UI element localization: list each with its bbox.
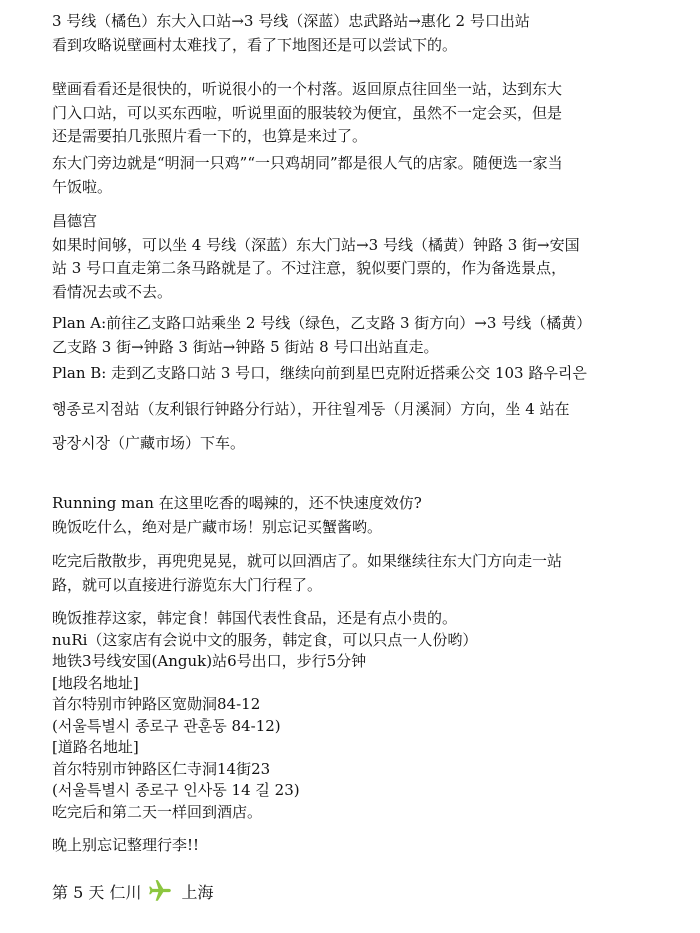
- paragraph-dinner-recommendation: [52, 608, 652, 823]
- text-line: 东大门旁边就是“明洞一只鸡”“一只鸡胡同”都是很人气的店家。随便选一家当: [52, 154, 563, 172]
- paragraph-changdeokgung: [52, 210, 652, 304]
- text-line: 晚上别忘记整理行李!!: [52, 836, 200, 854]
- text-line: 看情况去或不去。: [52, 282, 173, 301]
- day-heading-origin: 第 5 天 仁川: [52, 882, 142, 902]
- text-line: 晚饭吃什么，绝对是广藏市场！别忘记买蟹酱哟。: [52, 517, 383, 536]
- text-line: 광장시장（广藏市场）下车。: [52, 434, 245, 452]
- airplane-icon-shape: [150, 880, 172, 901]
- day-heading-destination: 上海: [181, 882, 214, 902]
- paragraph-plan-b-1: [52, 362, 652, 386]
- address-lot-korean: (서울특별시 종로구 관훈동 84-12): [52, 716, 281, 735]
- paragraph-mural-village: [52, 78, 652, 149]
- paragraph-dongdaemun-lunch: [52, 152, 652, 199]
- paragraph-plan-b-2: [52, 398, 652, 422]
- paragraph-after-dinner: [52, 550, 652, 597]
- paragraph-route-intro: [52, 10, 652, 57]
- text-line: 晚饭推荐这家，韩定食！韩国代表性食品，还是有点小贵的。: [52, 609, 458, 627]
- text-line: Plan B: 走到乙支路口站 3 号口，继续向前到星巴克附近搭乘公交 103 路우리은: [52, 364, 587, 382]
- paragraph-packing-reminder: [52, 834, 652, 858]
- address-road-korean: (서울특별시 종로구 인사동 14 길 23): [52, 781, 300, 799]
- text-line: 还是需要拍几张照片看一下的，也算是来过了。: [52, 127, 368, 145]
- text-line: 吃完后散散步，再兜兜晃晃，就可以回酒店了。如果继续往东大门方向走一站: [52, 552, 563, 570]
- text-line: 乙支路 3 街→钟路 3 街站→钟路 5 街站 8 号口出站直走。: [52, 337, 439, 356]
- text-line: Running man 在这里吃香的喝辣的，还不快速度效仿?: [52, 494, 422, 512]
- text-line: 门入口站，可以买东西啦，听说里面的服装较为便宜，虽然不一定会买，但是: [52, 103, 563, 122]
- paragraph-plan-a: [52, 312, 652, 359]
- paragraph-plan-b-3: [52, 432, 652, 456]
- paragraph-running-man: [52, 492, 652, 539]
- address-label-lot: [地段名地址]: [52, 673, 139, 692]
- text-line: 午饭啦。: [52, 177, 113, 196]
- restaurant-name: nuRi（这家店有会说中文的服务，韩定食，可以只点一人份哟）: [52, 630, 478, 649]
- text-line: 站 3 号口直走第二条马路就是了。不过注意，貌似要门票的，作为备选景点，: [52, 259, 567, 277]
- text-line: 如果时间够，可以坐 4 号线（深蓝）东大门站→3 号线（橘黄）钟路 3 街→安国: [52, 235, 580, 254]
- text-line: Plan A:前往乙支路口站乘坐 2 号线（绿色，乙支路 3 街方向）→3 号线（橘黄）: [52, 314, 592, 332]
- address-label-road: [道路名地址]: [52, 738, 139, 756]
- day-heading: [52, 876, 213, 906]
- text-line: 吃完后和第二天一样回到酒店。: [52, 802, 263, 821]
- text-line: 路，就可以直接进行游览东大门行程了。: [52, 575, 323, 594]
- airplane-icon: [147, 878, 173, 904]
- address-road-chinese: 首尔特别市钟路区仁寺洞14街23: [52, 759, 271, 778]
- text-line: 壁画看看还是很快的，听说很小的一个村落。返回原点往回坐一站，达到东大: [52, 80, 563, 98]
- section-title: 昌德宫: [52, 212, 98, 230]
- subway-directions: 地铁3号线安国(Anguk)站6号出口，步行5分钟: [52, 652, 367, 670]
- text-line: 看到攻略说壁画村太难找了，看了下地图还是可以尝试下的。: [52, 35, 458, 54]
- text-line: 행종로지점站（友利银行钟路分行站），开往월계동（月溪洞）方向，坐 4 站在: [52, 400, 570, 418]
- text-line: 3 号线（橘色）东大入口站→3 号线（深蓝）忠武路站→惠化 2 号口出站: [52, 12, 530, 30]
- address-lot-chinese: 首尔特别市钟路区宽勋洞84-12: [52, 695, 261, 713]
